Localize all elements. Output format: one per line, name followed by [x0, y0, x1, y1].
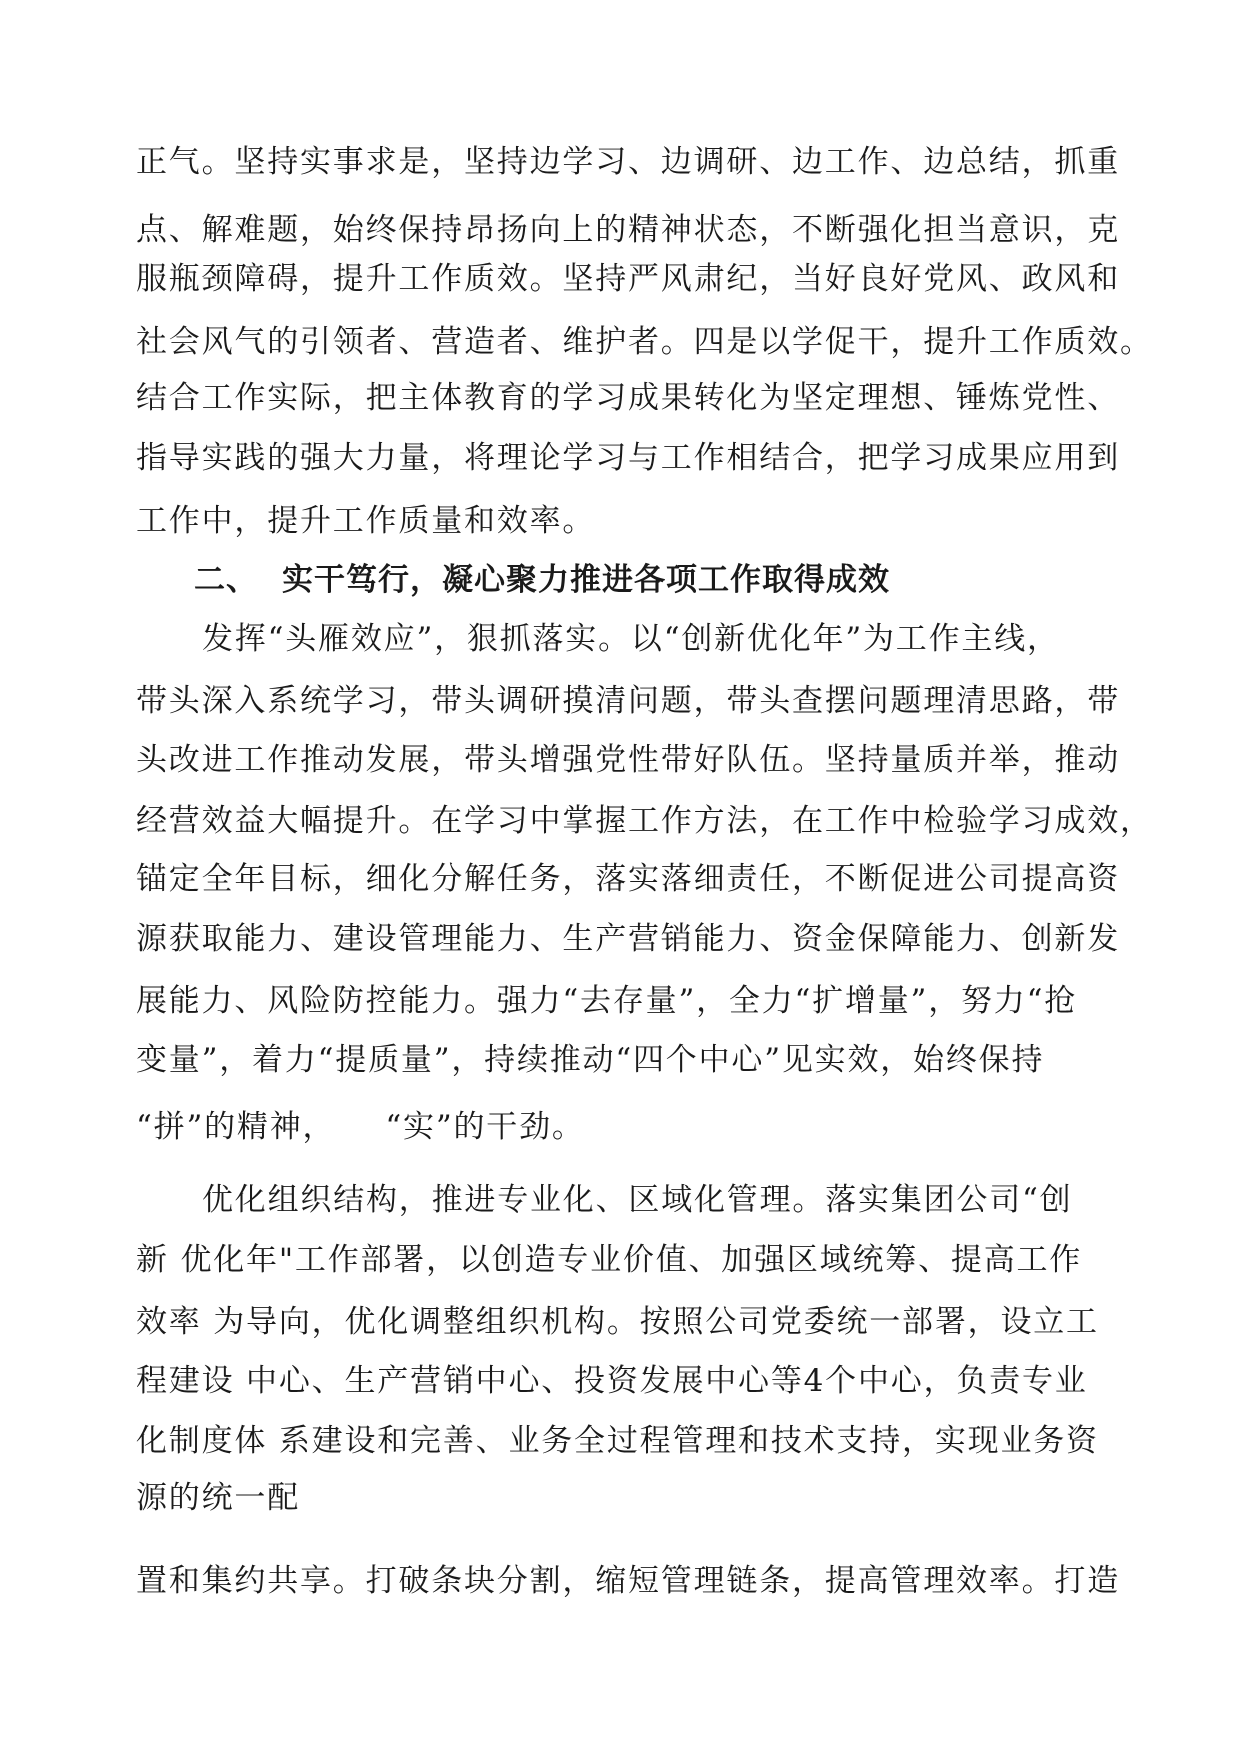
paragraph-2-line: 源获取能力、建设管理能力、生产营销能力、资金保障能力、创新发: [136, 921, 1120, 957]
paragraph-3-line: 优化组织结构，推进专业化、区域化管理。落实集团公司“创: [202, 1182, 1073, 1218]
paragraph-1-line: 结合工作实际，把主体教育的学习成果转化为坚定理想、锤炼党性、: [136, 380, 1120, 416]
paragraph-2-line: 发挥“头雁效应”，狠抓落实。以“创新优化年”为工作主线，: [202, 621, 1060, 657]
paragraph-2-line: 头改进工作推动发展，带头增强党性带好队伍。坚持量质并举，推动: [136, 742, 1120, 778]
paragraph-1-line: 服瓶颈障碍，提升工作质效。坚持严风肃纪，当好良好党风、政风和: [136, 261, 1120, 297]
paragraph-1-line: 工作中，提升工作质量和效率。: [136, 503, 596, 539]
paragraph-1-line: 社会风气的引领者、营造者、维护者。四是以学促干，提升工作质效。: [136, 324, 1153, 360]
paragraph-3-line: 效率 为导向，优化调整组织机构。按照公司党委统一部署，设立工: [136, 1304, 1099, 1340]
paragraph-2-line: “拼”的精神， “实”的干劲。: [136, 1109, 585, 1145]
paragraph-2-line: 变量”，着力“提质量”，持续推动“四个中心”见实效，始终保持: [136, 1042, 1045, 1078]
section-title: 实干笃行，凝心聚力推进各项工作取得成效: [282, 562, 890, 598]
paragraph-3-line: 源的统一配: [136, 1480, 300, 1516]
section-number: 二、: [194, 562, 258, 598]
paragraph-3-line: 新 优化年"工作部署，以创造专业价值、加强区域统筹、提高工作: [136, 1242, 1083, 1278]
section-heading: [194, 560, 890, 600]
paragraph-3-line: 置和集约共享。打破条块分割，缩短管理链条，提高管理效率。打造: [136, 1563, 1120, 1599]
paragraph-1-line: 正气。坚持实事求是，坚持边学习、边调研、边工作、边总结，抓重: [136, 144, 1120, 180]
paragraph-1-line: 点、解难题，始终保持昂扬向上的精神状态，不断强化担当意识，克: [136, 212, 1120, 248]
paragraph-3-line: 化制度体 系建设和完善、业务全过程管理和技术支持，实现业务资: [136, 1423, 1099, 1459]
paragraph-2-line: 展能力、风险防控能力。强力“去存量”，全力“扩增量”，努力“抢: [136, 983, 1078, 1019]
paragraph-2-line: 锚定全年目标，细化分解任务，落实落细责任，不断促进公司提高资: [136, 861, 1120, 897]
paragraph-2-line: 经营效益大幅提升。在学习中掌握工作方法，在工作中检验学习成效，: [136, 803, 1153, 839]
paragraph-2-line: 带头深入系统学习，带头调研摸清问题，带头查摆问题理清思路，带: [136, 683, 1120, 719]
paragraph-1-line: 指导实践的强大力量，将理论学习与工作相结合，把学习成果应用到: [136, 440, 1120, 476]
paragraph-3-line: 程建设 中心、生产营销中心、投资发展中心等4个中心，负责专业: [136, 1363, 1088, 1399]
